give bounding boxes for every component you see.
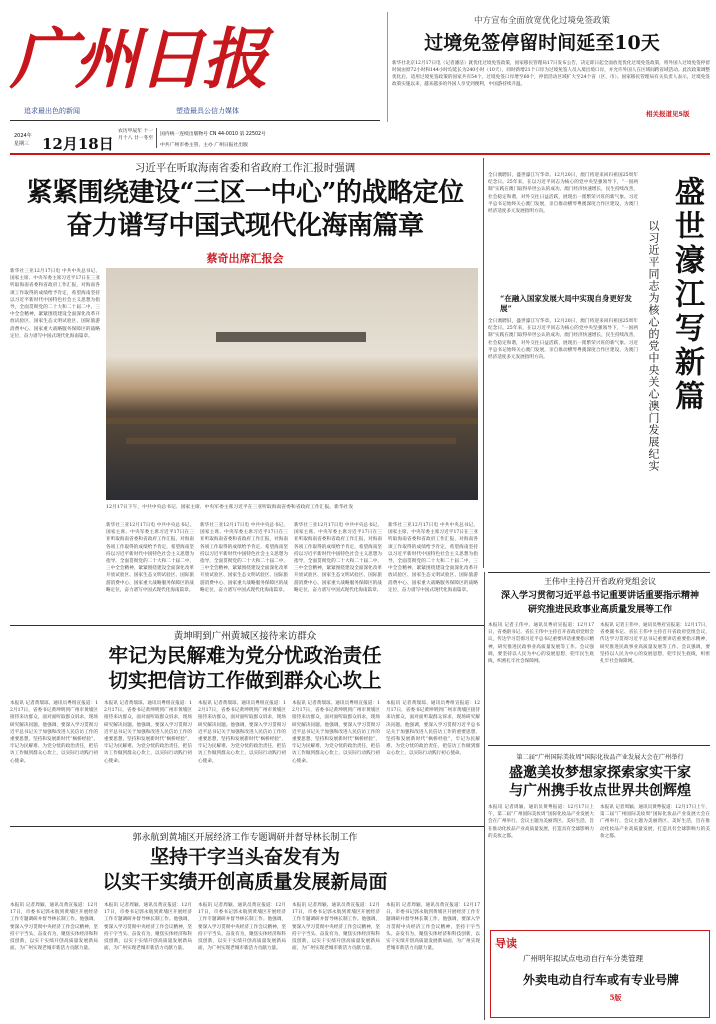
beauty-body-col1: 本报讯 记者周颖、通讯员黄粤报道：12月17日上午，第二届“广州国际美妆周”国际化妆品产业发展大会在广州举行。会议主题为美丽湾区、美好生活，旨在推动化妆品产业高质量发展，打造具有全球影响力的美妆之都。 xyxy=(488,805,594,839)
lead-body-col4: 新华社三亚12月17日电 中共中央总书记、国家主席、中央军委主席习近平17日在三亚听取海南省委和省政府工作汇报，对海南各项工作取得的成绩给予肯定，希望海南坚持以习近平新时代中国特色社会主义思想为指导，全面贯彻党的二十大和二十届二中、三中全会精神，紧紧围绕建设全面深化改革开放试验区、国家生态文明试验区、国际旅游消费中心、国家重大战略服务保障区的战略定位，奋力谱写中国式现代化海南篇章。 xyxy=(294,523,382,593)
right-mid-body-col2: 本报讯 记者王伟中、通讯员粤府宣报道：12月17日，省委副书记、省长王伟中主持召开省政府党组会议，传达学习贯彻习近平总书记重要讲话重要指示精神，研究推进民政事业高质量发展等工作。会议强调，要坚持以人民为中心的发展思想，兜牢民生底线，织密扎牢社会保障网。 xyxy=(600,623,710,665)
related-report-link[interactable]: 相关报道见5版 xyxy=(646,110,690,118)
side-body-2: 全日澳聘旧，盛世濠江写华章。12月20日，澳门将迎来回归祖国25周年纪念日。25年来，在以习近平同志为核心的党中央坚强领导下，“一国两制”实践在澳门取得举世公认的成功。澳门经济快速增长，民生持续改善，社会稳定和谐，对外交往日益活跃，展现出一派繁荣兴旺的新气象。习近平总书记始终关心澳门发展，亲自推动横琴粤澳深度合作区建设，为澳门经济适度多元发展指明方向。 xyxy=(488,319,638,361)
bottom-body-col4: 本报讯 记者周颖、通讯员黄宣报道：12月17日，市委书记郭永航到黄埔区开展经济工作专题调研并督导林长制工作。他强调，要深入学习贯彻中央经济工作会议精神，坚持干字当头、奋发有为，聚焦实体经济和科技创新，以实干实绩开创高质量发展新局面，为广州实现老城市新活力贡献力量。 xyxy=(292,903,380,952)
bottom-body-col1: 本报讯 记者周颖、通讯员黄宣报道：12月17日，市委书记郭永航到黄埔区开展经济工作专题调研并督导林长制工作。他强调，要深入学习贯彻中央经济工作会议精神，坚持干字当头、奋发有为，聚焦实体经济和科技创新，以实干实绩开创高质量发展新局面，为广州实现老城市新活力贡献力量。 xyxy=(10,903,98,952)
lead-headline-1[interactable]: 紧紧围绕建设“三区一中心”的战略定位 xyxy=(26,178,464,208)
beauty-headline-1[interactable]: 盛邀美妆梦想家探索家实干家 xyxy=(509,765,691,781)
mid-body-col2: 本报讯 记者黄瑞琼、通讯员粤组宣报道：12月17日，省委书记黄坤明到广州市黄埔区接待来访群众，面对面听取群众诉求，现场研究解决问题。他强调，要深入学习贯彻习近平总书记关于加强和改进人民信访工作的重要思想，坚持和发展新时代“枫桥经验”，牢记为民解难、为党分忧的政治责任，把信访工作做到群众心坎上，以实际行动践行初心使命。 xyxy=(104,701,192,764)
right-mid-headline-2[interactable]: 研究推进民政事业高质量发展等工作 xyxy=(527,605,672,615)
guide-headline[interactable]: 外卖电动自行车或有专业号牌 xyxy=(523,973,680,987)
bottom-headline-1[interactable]: 坚持干字当头奋发有为 xyxy=(149,846,340,868)
right-mid-headline-1[interactable]: 深入学习贯彻习近平总书记重要讲话重要指示精神 xyxy=(500,591,699,601)
lead-headline-2[interactable]: 奋力谱写中国式现代化海南篇章 xyxy=(66,211,424,241)
side-quote: “在融入国家发展大局中实现自身更好发展” xyxy=(500,294,632,313)
newspaper-logo: 广州日报 xyxy=(10,20,266,98)
mid-body-col4: 本报讯 记者黄瑞琼、通讯员粤组宣报道：12月17日，省委书记黄坤明到广州市黄埔区接待来访群众，面对面听取群众诉求，现场研究解决问题。他强调，要深入学习贯彻习近平总书记关于加强和改进人民信访工作的重要思想，坚持和发展新时代“枫桥经验”，牢记为民解难、为党分忧的政治责任，把信访工作做到群众心坎上，以实际行动践行初心使命。 xyxy=(292,701,380,764)
date-year-week: 2024年 星期三 xyxy=(14,133,32,147)
bottom-body-col5: 本报讯 记者周颖、通讯员黄宣报道：12月17日，市委书记郭永航到黄埔区开展经济工作专题调研并督导林长制工作。他强调，要深入学习贯彻中央经济工作会议精神，坚持干字当头、奋发有为，聚焦实体经济和科技创新，以实干实绩开创高质量发展新局面，为广州实现老城市新活力贡献力量。 xyxy=(386,903,480,952)
mid-body-col3: 本报讯 记者黄瑞琼、通讯员粤组宣报道：12月17日，省委书记黄坤明到广州市黄埔区接待来访群众，面对面听取群众诉求，现场研究解决问题。他强调，要深入学习贯彻习近平总书记关于加强和改进人民信访工作的重要思想，坚持和发展新时代“枫桥经验”，牢记为民解难、为党分忧的政治责任，把信访工作做到群众心坎上，以实际行动践行初心使命。 xyxy=(198,701,286,764)
lead-kicker: 习近平在听取海南省委和省政府工作汇报时强调 xyxy=(134,162,356,174)
side-subtitle: 以习近平同志为核心的党中央关心澳门发展纪实 xyxy=(647,220,660,472)
right-mid-body-col1: 本报讯 记者王伟中、通讯员粤府宣报道：12月17日，省委副书记、省长王伟中主持召开省政府党组会议，传达学习贯彻习近平总书记重要讲话重要指示精神，研究推进民政事业高质量发展等工作。会议强调，要坚持以人民为中心的发展思想，兜牢民生底线，织密扎牢社会保障网。 xyxy=(488,623,594,665)
bottom-headline-2[interactable]: 以实干实绩开创高质量发展新局面 xyxy=(102,871,388,893)
mid-body-col5: 本报讯 记者黄瑞琼、通讯员粤组宣报道：12月17日，省委书记黄坤明到广州市黄埔区接待来访群众，面对面听取群众诉求，现场研究解决问题。他强调，要深入学习贯彻习近平总书记关于加强和改进人民信访工作的重要思想，坚持和发展新时代“枫桥经验”，牢记为民解难、为党分忧的政治责任，把信访工作做到群众心坎上，以实际行动践行初心使命。 xyxy=(386,701,480,757)
guide-box[interactable] xyxy=(490,930,710,1018)
issue-number: 国内统一连续出版物号 CN 44-0010 第 22502号 xyxy=(160,132,266,137)
beauty-headline-2[interactable]: 与广州携手妆点世界共创辉煌 xyxy=(509,783,691,799)
date: 12月18日 xyxy=(42,135,114,153)
meeting-photo xyxy=(106,268,478,500)
top-right-headline[interactable]: 过境免签停留时间延至10天 xyxy=(424,32,660,54)
publisher: 中共广州市委主管、主办 广州日报社出版 xyxy=(160,143,248,148)
bottom-body-col3: 本报讯 记者周颖、通讯员黄宣报道：12月17日，市委书记郭永航到黄埔区开展经济工作专题调研并督导林长制工作。他强调，要深入学习贯彻中央经济工作会议精神，坚持干字当头、奋发有为，聚焦实体经济和科技创新，以实干实绩开创高质量发展新局面，为广州实现老城市新活力贡献力量。 xyxy=(198,903,286,952)
side-title[interactable]: 盛世濠江写新篇 xyxy=(669,176,704,414)
lead-body-col2: 新华社三亚12月17日电 中共中央总书记、国家主席、中央军委主席习近平17日在三亚听取海南省委和省政府工作汇报，对海南各项工作取得的成绩给予肯定，希望海南坚持以习近平新时代中国特色社会主义思想为指导，全面贯彻党的二十大和二十届二中、三中全会精神，紧紧围绕建设全面深化改革开放试验区、国家生态文明试验区、国际旅游消费中心、国家重大战略服务保障区的战略定位，奋力谱写中国式现代化海南篇章。 xyxy=(106,523,194,593)
masthead-slogan-right: 塑造最具公信力媒体 xyxy=(176,107,239,115)
side-body: 全日澳聘旧，盛世濠江写华章。12月20日，澳门将迎来回归祖国25周年纪念日。25年来，在以习近平同志为核心的党中央坚强领导下，“一国两制”实践在澳门取得举世公认的成功。澳门经济快速增长，民生持续改善，社会稳定和谐，对外交往日益活跃，展现出一派繁荣兴旺的新气象。习近平总书记始终关心澳门发展，亲自推动横琴粤澳深度合作区建设，为澳门经济适度多元发展指明方向。 xyxy=(488,173,638,215)
masthead-slogan-left: 追求最出色的新闻 xyxy=(24,107,80,115)
mid-headline-1[interactable]: 牢记为民解难为党分忧政治责任 xyxy=(108,644,382,667)
top-right-kicker: 中方宣布全面放宽优化过境免签政策 xyxy=(473,16,610,26)
lead-byline: 蔡奇出席汇报会 xyxy=(206,252,284,265)
guide-page: 5版 xyxy=(609,993,622,1002)
guide-kicker: 广州明年拟试点电动自行车分类管理 xyxy=(523,954,643,963)
lead-body-col3: 新华社三亚12月17日电 中共中央总书记、国家主席、中央军委主席习近平17日在三亚听取海南省委和省政府工作汇报，对海南各项工作取得的成绩给予肯定，希望海南坚持以习近平新时代中国特色社会主义思想为指导，全面贯彻党的二十大和二十届二中、三中全会精神，紧紧围绕建设全面深化改革开放试验区、国家生态文明试验区、国际旅游消费中心、国家重大战略服务保障区的战略定位，奋力谱写中国式现代化海南篇章。 xyxy=(200,523,288,593)
top-right-body: 新华社北京12月17日电（记者潘洁）就优化过境免签政策，国家移民管理局17日发布公告，决定即日起全面放宽优化过境免签政策，将外国人过境免签停留时间由原72小时和144小时均延长为240小时（10天），同时新增21个口岸为过境免签人员入境出境口岸，并允许外国人在区域间跨省域活动。此次政策调整优化后，适用过境免签政策的国家共有54个，过境免签口岸增至60个，停留活动区域扩大至24个省（区、市）。国家移民管理局有关负责人表示，过境免签政策实施以来，越来越多的外国人享受到便利，中国游持续升温。 xyxy=(392,61,710,88)
mid-headline-2[interactable]: 切实把信访工作做到群众心坎上 xyxy=(108,669,382,692)
lead-body-col5: 新华社三亚12月17日电 中共中央总书记、国家主席、中央军委主席习近平17日在三亚听取海南省委和省政府工作汇报，对海南各项工作取得的成绩给予肯定，希望海南坚持以习近平新时代中国特色社会主义思想为指导，全面贯彻党的二十大和二十届二中、三中全会精神，紧紧围绕建设全面深化改革开放试验区、国家生态文明试验区、国际旅游消费中心、国家重大战略服务保障区的战略定位，奋力谱写中国式现代化海南篇章。 xyxy=(388,523,478,593)
lead-body: 新华社三亚12月17日电 中共中央总书记、国家主席、中央军委主席习近平17日在三亚听取海南省委和省政府工作汇报，对海南各项工作取得的成绩给予肯定，希望海南坚持以习近平新时代中国特色社会主义思想为指导，全面贯彻党的二十大和二十届二中、三中全会精神，紧紧围绕建设全面深化改革开放试验区、国家生态文明试验区、国际旅游消费中心、国家重大战略服务保障区的战略定位，奋力谱写中国式现代化海南篇章。 xyxy=(10,269,100,339)
lunar-date: 农历甲辰年 十一月十八 廿一冬至 xyxy=(118,129,154,141)
bottom-body-col2: 本报讯 记者周颖、通讯员黄宣报道：12月17日，市委书记郭永航到黄埔区开展经济工作专题调研并督导林长制工作。他强调，要深入学习贯彻中央经济工作会议精神，坚持干字当头、奋发有为，聚焦实体经济和科技创新，以实干实绩开创高质量发展新局面，为广州实现老城市新活力贡献力量。 xyxy=(104,903,192,952)
mid-kicker: 黄坤明到广州黄城区接待来访群众 xyxy=(173,631,317,642)
mid-body-col1: 本报讯 记者黄瑞琼、通讯员粤组宣报道：12月17日，省委书记黄坤明到广州市黄埔区接待来访群众，面对面听取群众诉求，现场研究解决问题。他强调，要深入学习贯彻习近平总书记关于加强和改进人民信访工作的重要思想，坚持和发展新时代“枫桥经验”，牢记为民解难、为党分忧的政治责任，把信访工作做到群众心坎上，以实际行动践行初心使命。 xyxy=(10,701,98,764)
bottom-kicker: 郭永航到黄埔区开展经济工作专题调研并督导林长制工作 xyxy=(132,833,358,843)
right-mid-kicker: 王伟中主持召开省政府党组会议 xyxy=(544,577,656,586)
beauty-body-col2: 本报讯 记者周颖、通讯员黄粤报道：12月17日上午，第二届“广州国际美妆周”国际化妆品产业发展大会在广州举行。会议主题为美丽湾区、美好生活，旨在推动化妆品产业高质量发展，打造具有全球影响力的美妆之都。 xyxy=(600,805,710,839)
guide-tag: 导读 xyxy=(495,937,517,950)
photo-caption: 12月17日下午，中共中央总书记、国家主席、中央军委主席习近平在三亚听取海南省委和省政府工作汇报。新华社发 xyxy=(106,505,354,510)
beauty-kicker: 第二届“广州国际美妆周”国际化妆品产业发展大会在广州举行 xyxy=(516,754,684,761)
